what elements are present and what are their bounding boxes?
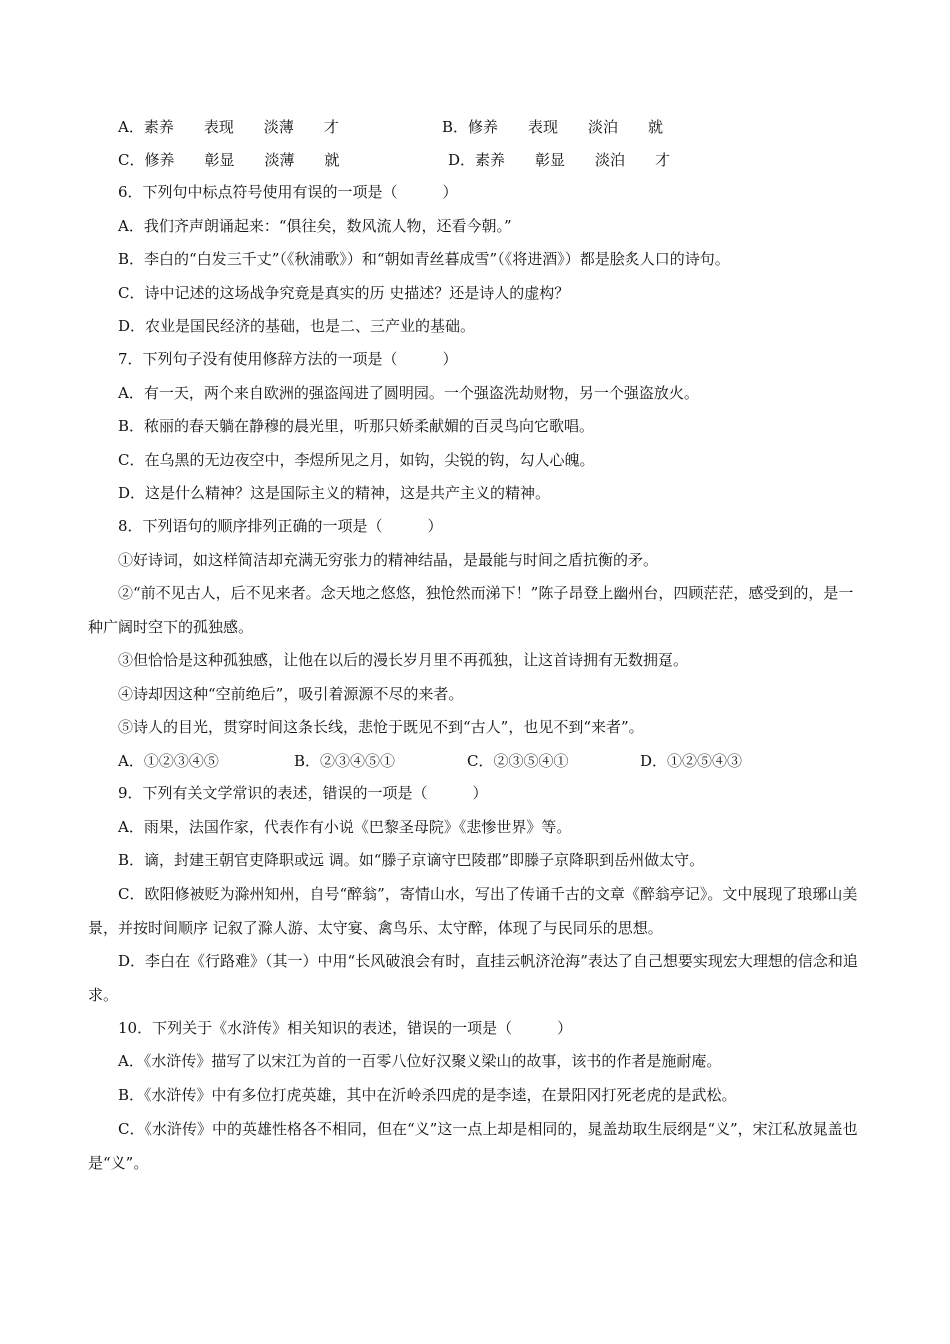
q8-sentence-3: ③但恰恰是这种孤独感，让他在以后的漫长岁月里不再孤独，让这首诗拥有无数拥趸。 <box>118 651 689 669</box>
q8-sentence-5: ⑤诗人的目光，贯穿时间这条长线，悲怆于既见不到“古人”，也见不到“来者”。 <box>118 718 644 736</box>
q5-option-c: C．修养 彰显 淡薄 就 <box>118 151 340 169</box>
q5-option-b: B．修养 表现 淡泊 就 <box>442 118 664 136</box>
q10-option-b: B．《水浒传》中有多位打虎英雄，其中在沂岭杀四虎的是李逵，在景阳冈打死老虎的是武松。 <box>118 1086 737 1104</box>
q6-option-d: D．农业是国民经济的基础，也是二、三产业的基础。 <box>118 317 476 335</box>
q5-option-d: D．素养 彰显 淡泊 才 <box>448 151 671 169</box>
q6-option-a: A．我们齐声朗诵起来：“俱往矣，数风流人物，还看今朝。” <box>118 217 512 235</box>
q10-stem: 10．下列关于《水浒传》相关知识的表述，错误的一项是（ ） <box>118 1019 573 1037</box>
q9-option-a: A．雨果，法国作家，代表作有小说《巴黎圣母院》《悲惨世界》等。 <box>118 818 572 836</box>
q8-option-c: C．②③⑤④① <box>467 752 569 770</box>
q6-option-c: C．诗中记述的这场战争究竟是真实的历 史描述？还是诗人的虚构？ <box>118 284 570 302</box>
q10-option-a: A．《水浒传》描写了以宋江为首的一百零八位好汉聚义梁山的故事，该书的作者是施耐庵。 <box>118 1052 722 1070</box>
q7-option-d: D．这是什么精神？这是国际主义的精神，这是共产主义的精神。 <box>118 484 551 502</box>
q8-option-b: B．②③④⑤① <box>294 752 396 770</box>
q8-sentence-1: ①好诗词，如这样简洁却充满无穷张力的精神结晶，是最能与时间之盾抗衡的矛。 <box>118 551 659 569</box>
q7-option-a: A．有一天，两个来自欧洲的强盗闯进了圆明园。一个强盗洗劫财物，另一个强盗放火。 <box>118 384 699 402</box>
q9-stem: 9．下列有关文学常识的表述，错误的一项是（ ） <box>118 784 488 802</box>
q7-option-b: B．秾丽的春天躺在静穆的晨光里，听那只娇柔献媚的百灵鸟向它歌唱。 <box>118 417 595 435</box>
q6-stem: 6．下列句中标点符号使用有误的一项是（ ） <box>118 183 458 201</box>
q8-option-a: A．①②③④⑤ <box>118 752 219 770</box>
q9-option-d: D．李白在《行路难》（其一）中用“长风破浪会有时，直挂云帆济沧海”表达了自己想要实现宏大理想的信念和追求。 <box>88 952 858 1004</box>
q5-option-a: A．素养 表现 淡薄 才 <box>118 118 339 136</box>
q9-option-c: C．欧阳修被贬为滁州知州，自号“醉翁”，寄情山水，写出了传诵千古的文章《醉翁亭记》。文中展现了琅琊山美景，并按时间顺序 记叙了滁人游、太守宴、禽鸟乐、太守醉，体现了与民同乐的思想。 <box>88 885 858 937</box>
q6-option-b: B．李白的“白发三千丈”（《秋浦歌》）和“朝如青丝暮成雪”（《将进酒》）都是脍炙人口的诗句。 <box>118 250 730 268</box>
q7-stem: 7．下列句子没有使用修辞方法的一项是（ ） <box>118 350 458 368</box>
q8-stem: 8．下列语句的顺序排列正确的一项是（ ） <box>118 517 443 535</box>
q8-option-d: D．①②⑤④③ <box>640 752 743 770</box>
q8-sentence-4: ④诗却因这种“空前绝后”，吸引着源源不尽的来者。 <box>118 685 464 703</box>
q8-sentence-2: ②“前不见古人，后不见来者。念天地之悠悠，独怆然而涕下！”陈子昂登上幽州台，四顾茫茫，感受到的，是一种广阔时空下的孤独感。 <box>88 584 854 636</box>
q10-option-c: C．《水浒传》中的英雄性格各不相同，但在“义”这一点上却是相同的，晁盖劫取生辰纲是“义”，宋江私放晁盖也是“义”。 <box>88 1120 858 1172</box>
q9-option-b: B．谪，封建王朝官吏降职或远 调。如“滕子京谪守巴陵郡”即滕子京降职到岳州做太守。 <box>118 851 705 869</box>
q7-option-c: C．在乌黑的无边夜空中，李煜所见之月，如钩，尖锐的钩，勾人心魄。 <box>118 451 595 469</box>
